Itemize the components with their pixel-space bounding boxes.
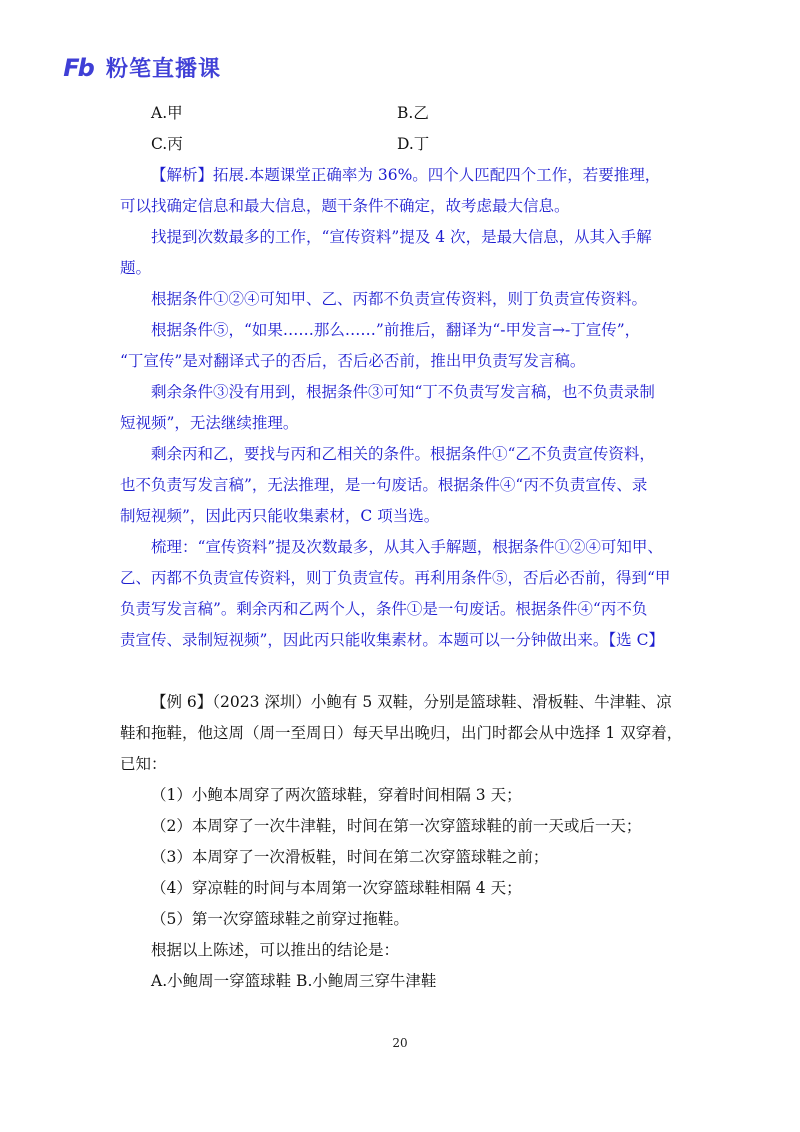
text-line: 题。 [120,259,152,277]
analysis-paragraph [120,284,690,315]
option-b: B.乙 [397,104,429,122]
text-line: 剩余丙和乙，要找与丙和乙相关的条件。根据条件①“乙不负责宣传资料， [151,445,655,463]
condition-item: （1）小鲍本周穿了两次篮球鞋，穿着时间相隔 3 天； [151,786,522,804]
text-line: 可以找确定信息和最大信息，题干条件不确定，故考虑最大信息。 [120,197,570,215]
text-line: 责宣传、录制短视频”，因此丙只能收集素材。本题可以一分钟做出来。【选 C】 [120,631,664,649]
logo-icon: Fb [63,53,93,82]
question-options: A.小鲍周一穿篮球鞋 B.小鲍周三穿牛津鞋 [151,972,437,990]
text-line: 乙、丙都不负责宣传资料，则丁负责宣传。再利用条件⑤，否后必否前，得到“甲 [120,569,671,587]
condition-item: （2）本周穿了一次牛津鞋，时间在第一次穿篮球鞋的前一天或后一天； [151,817,642,835]
analysis-paragraph [120,532,690,656]
question-prompt: 根据以上陈述，可以推出的结论是： [151,941,400,959]
text-line: “丁宣传”是对翻译式子的否后，否后必否前，推出甲负责写发言稿。 [120,352,586,370]
question-block [120,687,690,997]
option-c: C.丙 [151,135,183,153]
analysis-paragraph [120,160,690,222]
analysis-paragraph [120,222,690,284]
logo-text: 粉笔直播课 [106,57,222,82]
text-line: 根据条件①②④可知甲、乙、丙都不负责宣传资料，则丁负责宣传资料。 [151,290,648,308]
text-line: 梳理：“宣传资料”提及次数最多，从其入手解题，根据条件①②④可知甲、 [151,538,663,556]
condition-item: （3）本周穿了一次滑板鞋，时间在第二次穿篮球鞋之前； [151,848,549,866]
page-number: 20 [392,1036,408,1050]
brand-logo [56,52,221,83]
text-line: 制短视频”，因此丙只能收集素材，C 项当选。 [120,507,440,525]
text-line: 根据条件⑤，“如果……那么……”前推后，翻译为“-甲发言→-丁宣传”， [151,321,641,339]
analysis-paragraph [120,439,690,532]
text-line: 也不负责写发言稿”，无法推理，是一句废话。根据条件④“丙不负责宣传、录 [120,476,648,494]
page-content [120,98,690,997]
analysis-paragraph [120,377,690,439]
condition-item: （5）第一次穿篮球鞋之前穿过拖鞋。 [151,910,409,928]
option-row [120,129,690,160]
spacer [120,656,690,687]
text-line: 负责写发言稿”。剩余丙和乙两个人，条件①是一句废话。根据条件④“丙不负 [120,600,648,618]
question-stem: 已知： [120,755,167,773]
text-line: 【解析】拓展.本题课堂正确率为 36%。四个人匹配四个工作，若要推理， [151,166,661,184]
option-row [120,98,690,129]
question-stem: 鞋和拖鞋，他这周（周一至周日）每天早出晚归，出门时都会从中选择 1 双穿着， [120,724,683,742]
option-a: A.甲 [151,104,183,122]
text-line: 短视频”，无法继续推理。 [120,414,299,432]
analysis-section [120,160,690,656]
text-line: 找提到次数最多的工作，“宣传资料”提及 4 次，是最大信息，从其入手解 [151,228,652,246]
analysis-paragraph [120,315,690,377]
text-line: 剩余条件③没有用到，根据条件③可知“丁不负责写发言稿，也不负责录制 [151,383,655,401]
option-d: D.丁 [397,135,430,153]
question-stem: 【例 6】（2023 深圳）小鲍有 5 双鞋，分别是篮球鞋、滑板鞋、牛津鞋、凉 [151,693,672,711]
condition-item: （4）穿凉鞋的时间与本周第一次穿篮球鞋相隔 4 天； [151,879,522,897]
